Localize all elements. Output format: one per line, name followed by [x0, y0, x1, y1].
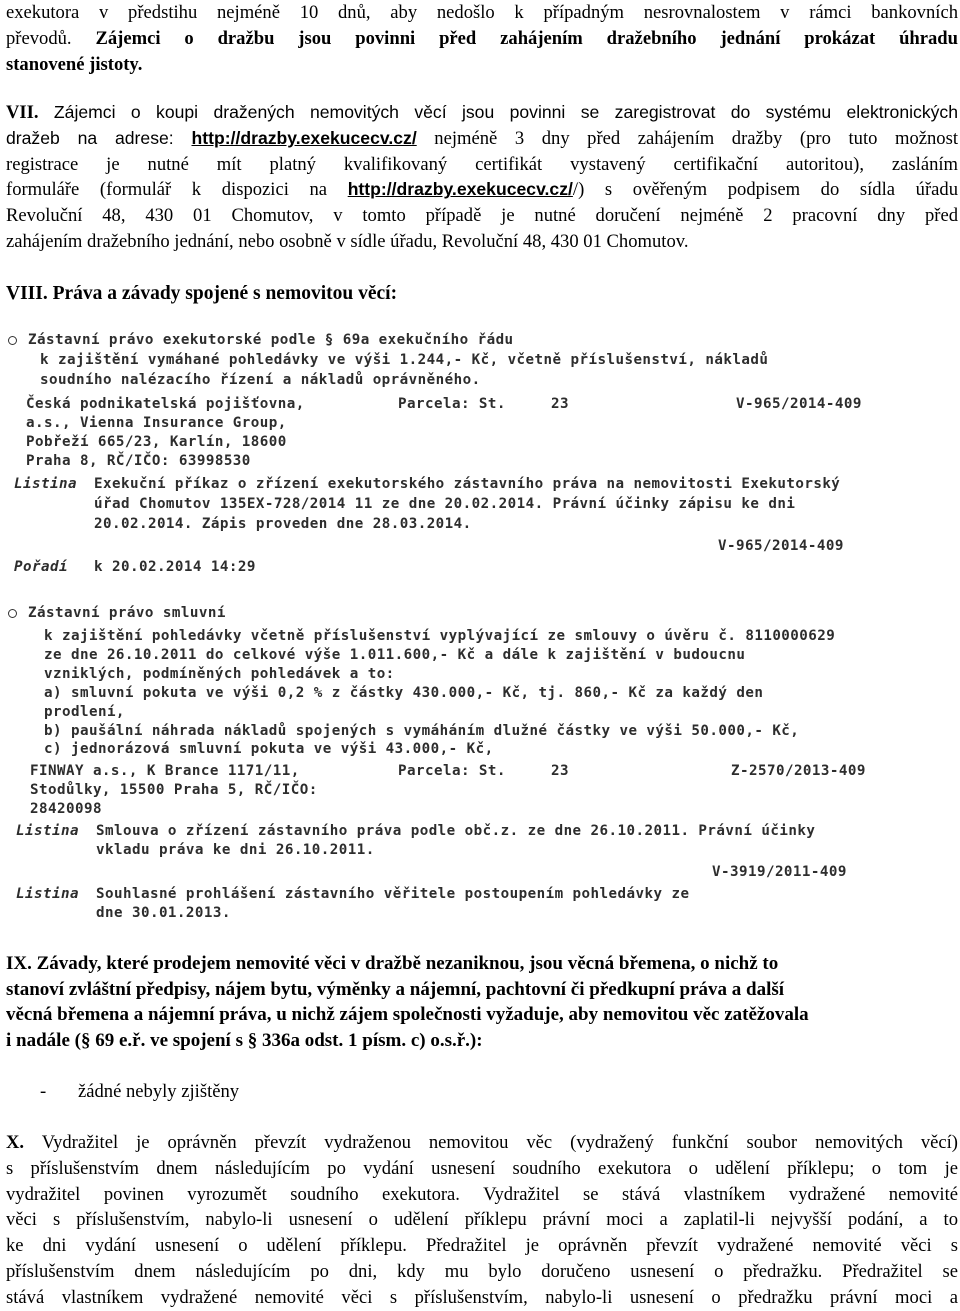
section-9 — [6, 951, 958, 1105]
s7-line-4 — [6, 177, 958, 203]
s10-line-1 — [6, 1130, 958, 1156]
e2-creditor-1: FINWAY a.s., K Brance 1171/11, — [30, 763, 300, 779]
drazby-link-2[interactable]: http://drazby.exekucecv.cz/ — [347, 179, 573, 200]
e2-line-2: k zajištění pohledávky včetně příslušenství vyplývající ze smlouvy o úvěru č. 8110000629 — [44, 628, 836, 644]
s10-line-3: vydražitel povinen vyrozumět soudního exekutora. Vydražitel se stává vlastníkem vydražené nemovité — [6, 1183, 958, 1205]
s9-line-1: IX. Závady, které prodejem nemovité věci v dražbě nezaniknou, jsou věcná břemena, o nichž to — [6, 953, 779, 974]
e1-listina-label: Listina — [14, 476, 77, 492]
e2-line-8: c) jednorázová smluvní pokuta ve výši 43.000,- Kč, — [44, 741, 494, 757]
land-registry-extract — [6, 323, 958, 927]
s7-text-4-post: /) s ověřeným podpisem do sídla úřadu — [572, 179, 958, 201]
s9-line-4: i nadále (§ 69 e.ř. ve spojení s § 336a odst. 1 písm. c) o.s.ř.): — [6, 1029, 483, 1051]
s10-line-4: věci s příslušenstvím, nabylo-li usnesení o udělení příklepu právní moci a zaplatil-li nejvyšší podání, a to — [6, 1209, 958, 1231]
s9-line-2: stanoví zvláštní předpisy, nájem bytu, výměnky a nájemní, pachtovní či předkupní práva a další — [6, 978, 785, 1000]
e2-line-3: ze dne 26.10.2011 do celkové výše 1.011.600,- Kč a dále k zajištění v budoucnu — [44, 647, 746, 663]
e2-reference-2: V-3919/2011-409 — [712, 864, 847, 880]
section-10 — [6, 1130, 958, 1311]
bullet-icon — [8, 609, 17, 618]
s7-text-1: Zájemci o koupi dražených nemovitých věcí jsou povinni se zaregistrovat do systému elektronických — [38, 102, 958, 122]
e1-line-3: soudního nalézacího řízení a nákladů oprávněného. — [40, 372, 481, 388]
e1-listina-2: úřad Chomutov 135EX-728/2014 11 ze dne 20.02.2014. Právní účinky zápisu ke dni — [94, 496, 796, 512]
s7-line-6: zahájením dražebního jednání, nebo osobně v sídle úřadu, Revoluční 48, 430 01 Chomutov. — [6, 230, 689, 252]
e1-poradi: k 20.02.2014 14:29 — [94, 559, 256, 575]
bullet-icon — [8, 336, 17, 345]
drazby-link-1[interactable]: http://drazby.exekucecv.cz/ — [191, 127, 417, 148]
e2-creditor-2: Stodůlky, 15500 Praha 5, RČ/IČO: — [30, 782, 318, 798]
s10-line-1-text: Vydražitel je oprávněn převzít vydraženou nemovitou věc (vydražený funkční soubor nemovitých věcí) — [24, 1132, 958, 1153]
s9-list-item — [6, 1079, 958, 1105]
intro-line-2-bold: Zájemci o dražbu jsou povinni před zahájením dražebního jednání prokázat úhradu — [95, 27, 958, 49]
e1-creditor-1: Česká podnikatelská pojišťovna, — [26, 396, 305, 412]
s7-line-3: registrace je nutné mít platný kvalifikovaný certifikát vystavený certifikační autoritou), zasláním — [6, 153, 958, 175]
s7-line-1 — [6, 100, 958, 126]
s10-line-7: stává vlastníkem vydražené nemovité věci s příslušenstvím, nabylo-li usnesení o předražku právní moci a — [6, 1286, 958, 1308]
e2-listina-2: vkladu práva ke dni 26.10.2011. — [96, 842, 375, 858]
section-7 — [6, 100, 958, 255]
e2-line-7: b) paušální náhrada nákladů spojených s vymáháním dlužné částky ve výši 50.000,- Kč, — [44, 723, 800, 739]
e1-creditor-2: a.s., Vienna Insurance Group, — [26, 415, 287, 431]
s7-text-2-pre: dražeb na adrese: — [6, 127, 192, 148]
e1-line-1: Zástavní právo exekutorské podle § 69a exekučního řádu — [28, 332, 514, 348]
e2-listina2-2: dne 30.01.2013. — [96, 905, 231, 921]
section-8 — [6, 281, 958, 307]
s7-text-4-pre: formuláře (formulář k dispozici na — [6, 179, 348, 201]
e2-parcela-label: Parcela: St. — [398, 763, 506, 779]
e1-reference-2: V-965/2014-409 — [718, 538, 844, 554]
s7-text-2-post: nejméně 3 dny před zahájením dražby (pro tuto možnost — [416, 127, 958, 149]
e2-listina-label: Listina — [16, 823, 79, 839]
e1-parcela-number: 23 — [551, 396, 569, 412]
e1-reference: V-965/2014-409 — [736, 396, 862, 412]
e2-listina-1: Smlouva o zřízení zástavního práva podle obč.z. ze dne 26.10.2011. Právní účinky — [96, 823, 816, 839]
e2-line-4: vzniklých, podmíněných pohledávek a to: — [44, 666, 395, 682]
e2-line-5: a) smluvní pokuta ve výši 0,2 % z částky 430.000,- Kč, tj. 860,- Kč za každý den — [44, 685, 764, 701]
intro-line-2-pre: převodů. — [6, 27, 96, 49]
s9-item-text: žádné nebyly zjištěny — [78, 1081, 240, 1102]
s10-line-2: s příslušenstvím dnem následujícím po vydání usnesení soudního exekutora o udělení příklepu; o tom je — [6, 1157, 958, 1179]
intro-line-3: stanovené jistoty. — [6, 53, 143, 75]
e1-poradi-label: Pořadí — [14, 559, 68, 575]
e2-reference: Z-2570/2013-409 — [731, 763, 866, 779]
s9-line-3: věcná břemena a nájemní práva, u nichž zájem společnosti vyžaduje, aby nemovitou věc zatěžovala — [6, 1004, 809, 1025]
intro-block — [6, 0, 958, 77]
intro-line-1: exekutora v předstihu nejméně 10 dnů, aby nedošlo k případným nesrovnalostem v rámci bankovních — [6, 2, 958, 23]
e2-listina2-1: Souhlasné prohlášení zástavního věřitele postoupením pohledávky ze — [96, 886, 690, 902]
e1-listina-1: Exekuční příkaz o zřízení exekutorského zástavního práva na nemovitosti Exekutorský — [94, 476, 841, 492]
e2-parcela-number: 23 — [551, 763, 569, 779]
s9-dash: - — [40, 1081, 47, 1102]
s8-heading: VIII. Práva a závady spojené s nemovitou věcí: — [6, 283, 398, 304]
s7-line-2 — [6, 126, 958, 152]
e1-listina-3: 20.02.2014. Zápis proveden dne 28.03.2014. — [94, 516, 472, 532]
e2-line-6: prodlení, — [44, 704, 125, 720]
e2-listina2-label: Listina — [16, 886, 79, 902]
e2-creditor-3: 28420098 — [30, 801, 102, 817]
intro-line-2 — [6, 26, 958, 52]
s7-line-5: Revoluční 48, 430 01 Chomutov, v tomto případě je nutné doručení nejméně 2 pracovní dny před — [6, 205, 958, 227]
s10-line-5: ke dni vydání usnesení o udělení příklepu. Předražitel je oprávněn převzít vydražené nemovité věci s — [6, 1235, 958, 1257]
e1-line-2: k zajištění vymáhané pohledávky ve výši 1.244,- Kč, včetně příslušenství, nákladů — [40, 352, 769, 368]
e1-creditor-4: Praha 8, RČ/IČO: 63998530 — [26, 453, 251, 469]
s7-number: VII. — [6, 102, 39, 123]
s10-number: X. — [6, 1132, 25, 1153]
e1-parcela-label: Parcela: St. — [398, 396, 506, 412]
e1-creditor-3: Pobřeží 665/23, Karlín, 18600 — [26, 434, 287, 450]
s10-line-6: příslušenstvím dnem následujícím po dni, kdy mu bylo doručeno usnesení o předražku. Předražitel se — [6, 1260, 958, 1282]
e2-line-1: Zástavní právo smluvní — [28, 605, 226, 621]
